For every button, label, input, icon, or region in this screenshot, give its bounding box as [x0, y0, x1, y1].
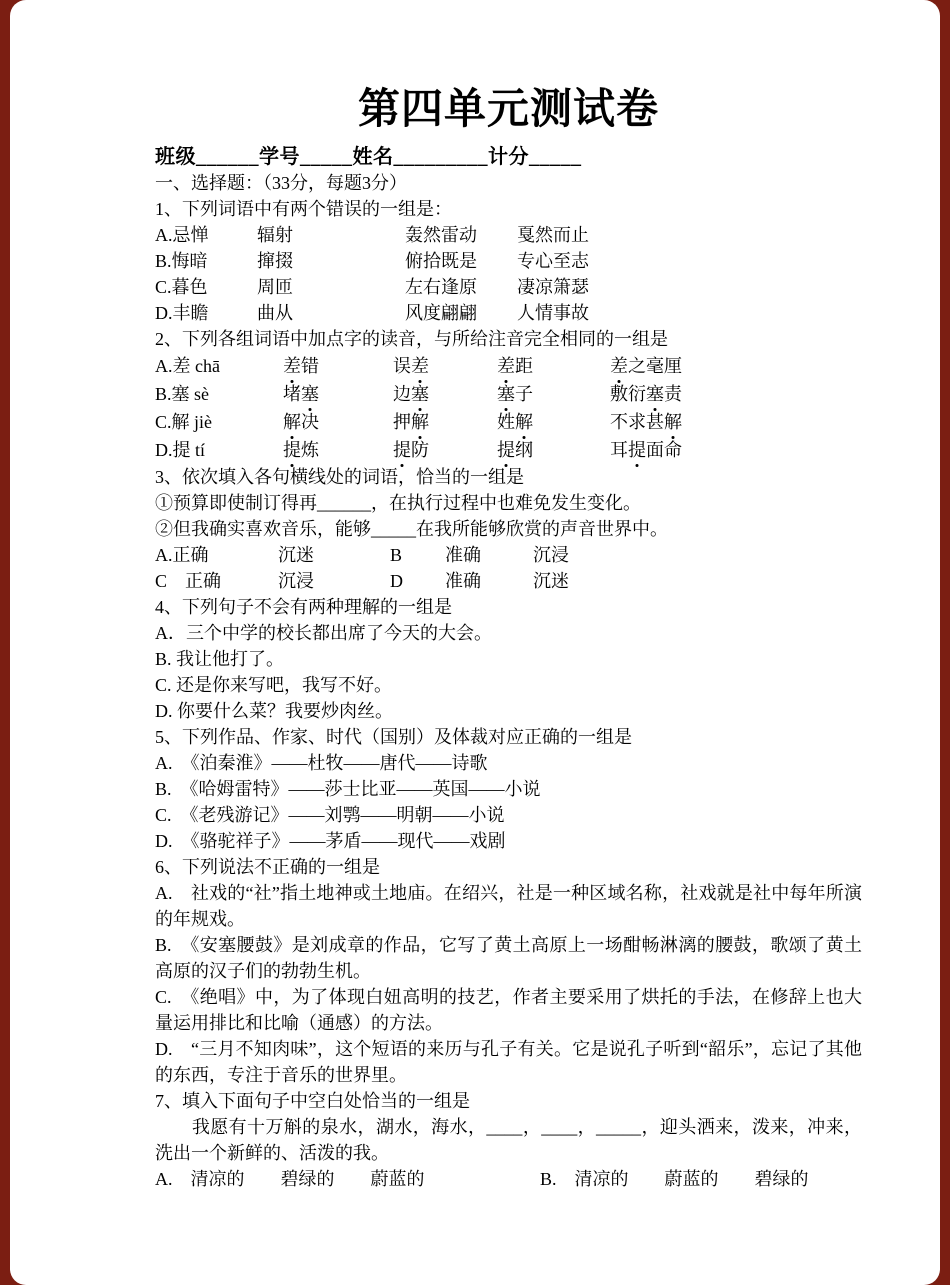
q5-option-c: C. 《老残游记》——刘鹗——明朝——小说: [155, 805, 505, 826]
page-title: 第四单元测试卷: [357, 87, 659, 133]
q2-a-word1: 差错: [283, 352, 393, 380]
q6-stem: 6、下列说法不正确的一组是: [155, 857, 380, 878]
q2-c-word4: 不求甚解: [610, 408, 862, 436]
q2-option-row-a: [155, 352, 862, 380]
q1-b-col4: 专心至志: [517, 251, 589, 272]
q2-d-word1: 提炼: [283, 436, 393, 464]
q3-stem: 3、依次填入各句横线处的词语，恰当的一组是: [155, 467, 524, 488]
q2-c-head: C.解 jiè: [155, 412, 212, 433]
student-info-fields: 班级______学号_____姓名_________计分_____: [155, 146, 582, 169]
q1-option-row-d: [155, 300, 862, 326]
q1-d-col3: 风度翩翩: [405, 303, 477, 324]
q1-option-row-c: [155, 274, 862, 300]
q6-option-c: C. 《绝唱》中，为了体现白妞高明的技艺，作者主要采用了烘托的手法，在修辞上也大量运用排比和比喻（通感）的方法。: [155, 987, 862, 1034]
q2-d-word4: 耳提面命: [610, 436, 862, 464]
section-heading: 一、选择题：（33分，每题3分）: [155, 173, 407, 194]
q2-c-word2: 押解: [393, 408, 497, 436]
q1-a-col4: 戛然而止: [517, 225, 589, 246]
q3-option-row-1: [155, 542, 862, 568]
q4-option-d: D. 你要什么菜？我要炒肉丝。: [155, 701, 393, 722]
q1-option-row-b: [155, 248, 862, 274]
q1-stem: 1、下列词语中有两个错误的一组是：: [155, 199, 452, 220]
q2-d-head: D.提 tí: [155, 440, 206, 461]
q1-a-col3: 轰然雷动: [405, 225, 477, 246]
q3-r1-col5: 沉浸: [533, 545, 569, 566]
q3-option-row-2: [155, 568, 862, 594]
q5-option-a: A. 《泊秦淮》——杜牧——唐代——诗歌: [155, 753, 488, 774]
q2-option-row-b: [155, 380, 862, 408]
q1-d-col2: 曲从: [257, 303, 293, 324]
q1-d-col4: 人情事故: [517, 303, 589, 324]
q2-c-word3: 姓解: [497, 408, 610, 436]
q3-r1-col4: 准确: [445, 545, 481, 566]
q7-body: 我愿有十万斛的泉水，湖水，海水，____，____，_____，迎头洒来，泼来，冲来，洗出一个新鲜的、活泼的我。: [155, 1117, 862, 1164]
q1-b-col1: B.悔暗: [155, 251, 208, 272]
q2-option-row-d: [155, 436, 862, 464]
q3-sentence-2: ②但我确实喜欢音乐，能够_____在我所能够欣赏的声音世界中。: [155, 519, 668, 540]
q2-a-word2: 误差: [393, 352, 497, 380]
q2-stem: 2、下列各组词语中加点字的读音，与所给注音完全相同的一组是: [155, 329, 668, 350]
q2-b-word2: 边塞: [393, 380, 497, 408]
q5-option-b: B. 《哈姆雷特》——莎士比亚——英国——小说: [155, 779, 541, 800]
q1-a-col1: A.忌惮: [155, 225, 209, 246]
q1-d-col1: D.丰瞻: [155, 303, 209, 324]
q1-c-col3: 左右逢原: [405, 277, 477, 298]
q3-r2-col3: D: [390, 571, 403, 592]
q7-option-a: A. 清凉的 碧绿的 蔚蓝的: [155, 1169, 425, 1190]
q2-b-word3: 塞子: [497, 380, 610, 408]
q2-d-word2: 提防: [393, 436, 497, 464]
q6-option-b: B. 《安塞腰鼓》是刘成章的作品，它写了黄土高原上一场酣畅淋漓的腰鼓，歌颂了黄土高原的汉子们的勃勃生机。: [155, 935, 862, 982]
q7-stem: 7、填入下面句子中空白处恰当的一组是: [155, 1091, 470, 1112]
q3-r1-col2: 沉迷: [278, 545, 314, 566]
q3-r1-col3: B: [390, 545, 403, 566]
q7-option-b: B. 清凉的 蔚蓝的 碧绿的: [540, 1169, 809, 1190]
q2-a-word3: 差距: [497, 352, 610, 380]
q2-b-head: B.塞 sè: [155, 384, 209, 405]
q5-stem: 5、下列作品、作家、时代（国别）及体裁对应正确的一组是: [155, 727, 632, 748]
q5-option-d: D. 《骆驼祥子》——茅盾——现代——戏剧: [155, 831, 506, 852]
q4-option-a: A．三个中学的校长都出席了今天的大会。: [155, 623, 492, 644]
q2-a-word4: 差之毫厘: [610, 352, 862, 380]
q3-r1-col1: A.正确: [155, 545, 209, 566]
q1-c-col2: 周匝: [257, 277, 293, 298]
q1-c-col4: 凄凉箫瑟: [517, 277, 589, 298]
q3-r2-col4: 准确: [445, 571, 481, 592]
q1-option-row-a: [155, 222, 862, 248]
q2-d-word3: 提纲: [497, 436, 610, 464]
q1-a-col2: 辐射: [257, 225, 293, 246]
q2-option-row-c: [155, 408, 862, 436]
q4-option-c: C. 还是你来写吧，我写不好。: [155, 675, 393, 696]
q1-b-col2: 撺掇: [257, 251, 293, 272]
paper-content: [10, 0, 940, 1222]
q6-option-d: D. “三月不知肉味”，这个短语的来历与孔子有关。它是说孔子听到“韶乐”，忘记了其他的东西，专注于音乐的世界里。: [155, 1039, 862, 1086]
q2-b-word4: 敷衍塞责: [610, 380, 862, 408]
test-paper-page: [10, 0, 940, 1285]
q2-c-word1: 解决: [283, 408, 393, 436]
q7-option-row: [155, 1166, 862, 1192]
q4-option-b: B. 我让他打了。: [155, 649, 285, 670]
q2-b-word1: 堵塞: [283, 380, 393, 408]
q6-option-a: A. 社戏的“社”指土地神或土地庙。在绍兴，社是一种区域名称，社戏就是社中每年所演的年规戏。: [155, 883, 862, 930]
q3-r2-col5: 沉迷: [533, 571, 569, 592]
q3-sentence-1: ①预算即使制订得再______，在执行过程中也难免发生变化。: [155, 493, 641, 514]
q1-c-col1: C.暮色: [155, 277, 208, 298]
q3-r2-col1: C 正确: [155, 571, 222, 592]
q4-stem: 4、下列句子不会有两种理解的一组是: [155, 597, 452, 618]
q2-a-head: A.差 chā: [155, 356, 220, 377]
q3-r2-col2: 沉浸: [278, 571, 314, 592]
q1-b-col3: 俯拾既是: [405, 251, 477, 272]
